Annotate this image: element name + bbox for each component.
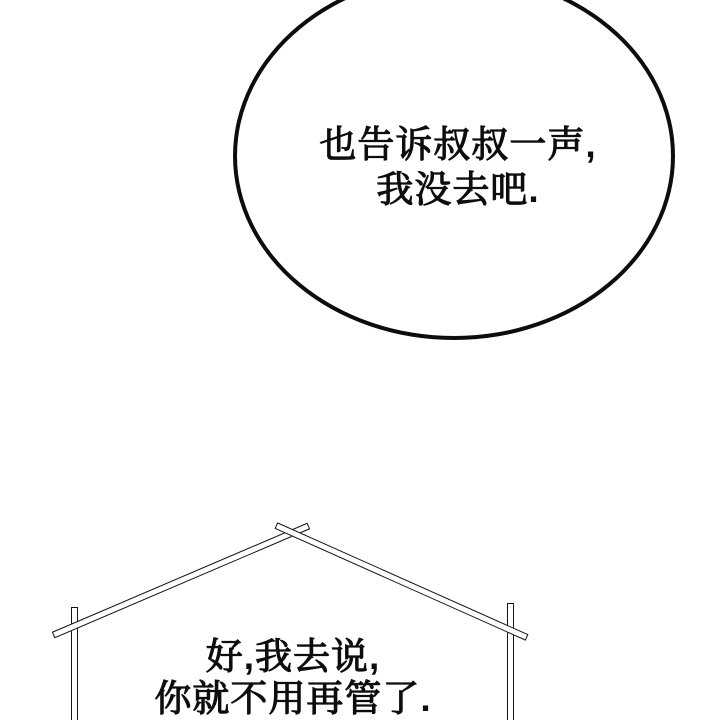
speech-bubble-ellipse-text <box>254 122 662 212</box>
speech-bubble-house-text <box>93 636 493 720</box>
bubble-text-line: 我没去吧. <box>376 169 540 210</box>
house-wall-right-line <box>507 603 514 720</box>
house-roof-right-line <box>275 522 529 640</box>
bubble-text-line: 好,我去说, <box>205 636 381 677</box>
house-roof-left-line <box>52 523 310 639</box>
bubble-text-line: 也告诉叔叔一声, <box>319 124 597 165</box>
bubble-text-line: 你就不用再管了. <box>154 678 432 719</box>
